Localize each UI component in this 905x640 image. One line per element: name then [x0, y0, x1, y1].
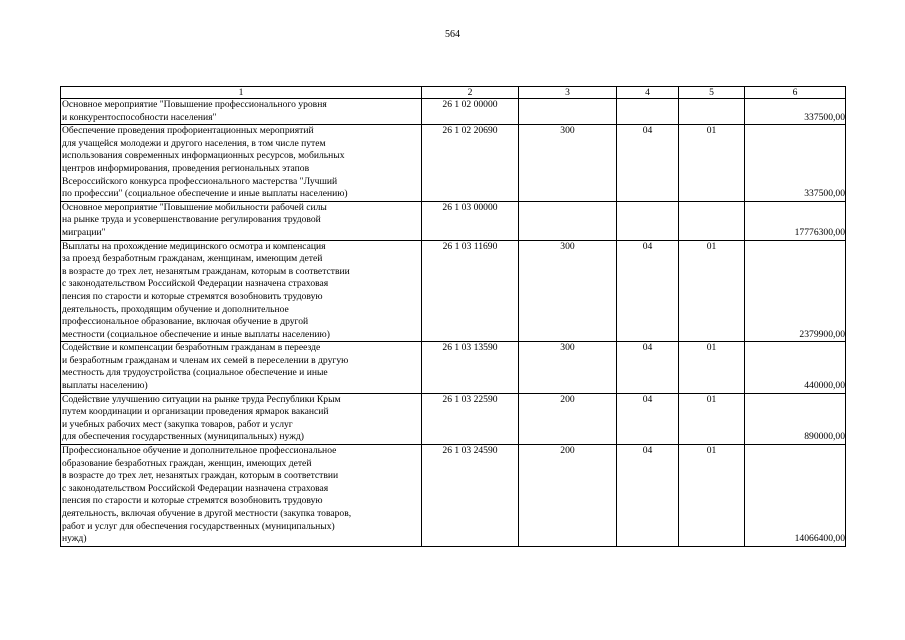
- row-sum-cell: 17776300,00: [745, 201, 846, 240]
- row-name-cell: Профессиональное обучение и дополнительное профессиональное образование безработных граждан, женщин, имеющих детей в возрасте до трех лет, незанятых граждан, которым в соответствии с законодательством Российской Федерации назначена страховая пенсия по старости и которые стремятся возобновить трудовую деятельность, включая обучение в другой местности (закупка товаров, работ и услуг для обеспечения государственных (муниципальных) нужд): [61, 445, 422, 547]
- column-header-pr: 5: [679, 87, 745, 99]
- row-csr-cell: 26 1 02 00000: [422, 99, 519, 125]
- row-csr-cell: 26 1 03 00000: [422, 201, 519, 240]
- row-name-cell: Содействие и компенсации безработным гражданам в переезде и безработным гражданам и членам их семей в переселении в другую местность для трудоустройства (социальное обеспечение и иные выплаты населению): [61, 342, 422, 393]
- row-vr-cell: 200: [519, 393, 617, 444]
- table-row: [61, 201, 846, 240]
- row-pr-cell: 01: [679, 125, 745, 202]
- row-name-cell: Выплаты на прохождение медицинского осмотра и компенсация за проезд безработным гражданам, женщинам, имеющим детей в возрасте до трех лет, незанятым гражданам, которым в соответствии с законодательством Российской Федерации назначена страховая пенсия по старости и которые стремятся возобновить трудовую деятельность, проходящим обучение и дополнительное профессиональное образование, включая обучение в другой местности (социальное обеспечение и иные выплаты населению): [61, 240, 422, 342]
- row-name-cell: Обеспечение проведения профориентационных мероприятий для учащейся молодежи и другого населения, в том числе путем использования современных информационных ресурсов, мобильных центров информирования, проведения региональных этапов Всероссийского конкурса профессионального мастерства "Лучший по профессии" (социальное обеспечение и иные выплаты населению): [61, 125, 422, 202]
- row-pr-cell: 01: [679, 342, 745, 393]
- row-rz-cell: 04: [617, 445, 679, 547]
- table-row: [61, 393, 846, 444]
- row-sum-cell: 337500,00: [745, 99, 846, 125]
- column-header-sum: 6: [745, 87, 846, 99]
- row-rz-cell: [617, 99, 679, 125]
- row-rz-cell: 04: [617, 240, 679, 342]
- column-header-csr: 2: [422, 87, 519, 99]
- row-sum-cell: 14066400,00: [745, 445, 846, 547]
- row-rz-cell: [617, 201, 679, 240]
- column-header-vr: 3: [519, 87, 617, 99]
- table-row: [61, 342, 846, 393]
- row-vr-cell: 300: [519, 342, 617, 393]
- row-pr-cell: 01: [679, 240, 745, 342]
- row-name-cell: Основное мероприятие "Повышение профессионального уровня и конкурентоспособности населения": [61, 99, 422, 125]
- row-csr-cell: 26 1 03 24590: [422, 445, 519, 547]
- column-header-name: 1: [61, 87, 422, 99]
- row-sum-cell: 440000,00: [745, 342, 846, 393]
- row-rz-cell: 04: [617, 125, 679, 202]
- table-header-row: [61, 87, 846, 99]
- column-header-rz: 4: [617, 87, 679, 99]
- row-pr-cell: 01: [679, 393, 745, 444]
- table-row: [61, 125, 846, 202]
- row-csr-cell: 26 1 03 13590: [422, 342, 519, 393]
- row-pr-cell: 01: [679, 445, 745, 547]
- row-sum-cell: 337500,00: [745, 125, 846, 202]
- row-name-cell: Основное мероприятие "Повышение мобильности рабочей силы на рынке труда и усовершенствование регулирования трудовой миграции": [61, 201, 422, 240]
- table-row: [61, 99, 846, 125]
- row-pr-cell: [679, 201, 745, 240]
- row-name-cell: Содействие улучшению ситуации на рынке труда Республики Крым путем координации и организации проведения ярмарок вакансий и учебных рабочих мест (закупка товаров, работ и услуг для обеспечения государственных (муниципальных) нужд): [61, 393, 422, 444]
- table-row: [61, 240, 846, 342]
- row-vr-cell: [519, 201, 617, 240]
- budget-table-body: [61, 87, 846, 547]
- row-rz-cell: 04: [617, 393, 679, 444]
- table-row: [61, 445, 846, 547]
- row-vr-cell: [519, 99, 617, 125]
- row-csr-cell: 26 1 03 22590: [422, 393, 519, 444]
- row-rz-cell: 04: [617, 342, 679, 393]
- row-sum-cell: 890000,00: [745, 393, 846, 444]
- row-vr-cell: 300: [519, 125, 617, 202]
- row-pr-cell: [679, 99, 745, 125]
- row-sum-cell: 2379900,00: [745, 240, 846, 342]
- budget-table: [60, 86, 846, 547]
- row-vr-cell: 200: [519, 445, 617, 547]
- row-csr-cell: 26 1 03 11690: [422, 240, 519, 342]
- row-csr-cell: 26 1 02 20690: [422, 125, 519, 202]
- row-vr-cell: 300: [519, 240, 617, 342]
- page-number: 564: [445, 29, 460, 40]
